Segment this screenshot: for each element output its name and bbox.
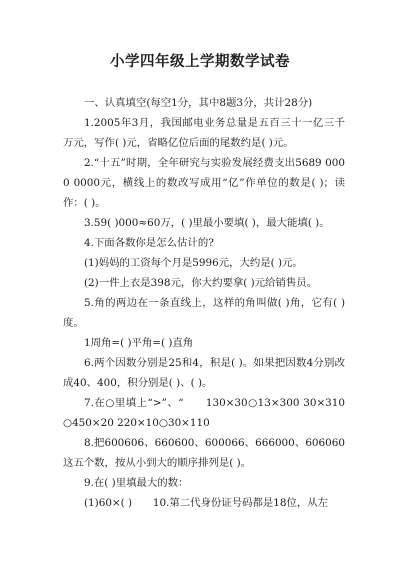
question-8: 8.把600606、660600、600066、666000、606060这五个数，按从小到大的顺序排列是( )。 [63, 437, 345, 469]
document-title: 小学四年级上学期数学试卷 [110, 53, 290, 70]
question-7: 7.在○里填上“>”、“ 130×30○13×300 30×310○450×20 220×10○30×110 [63, 397, 345, 429]
question-9-part-1: (1)60×( ) 10.第二代身份证号码都是18位，从左 [84, 497, 329, 509]
question-3: 3.59( )000≈60万，( )里最小要填( )，最大能填( )。 [84, 217, 330, 229]
section-heading: 一、认真填空(每空1分，其中8题3分，共计28分) [84, 97, 313, 109]
question-4-part-1: (1)妈妈的工资每个月是5996元，大约是( )元。 [84, 257, 303, 269]
question-2: 2.“十五”时期，全年研究与实验发展经费支出5689 0000 0000元，横线上的数改写成用“亿”作单位的数是( )；读作：( )。 [63, 157, 345, 209]
question-9: 9.在( )里填最大的数： [84, 477, 189, 489]
question-6: 6.两个因数分别是25和4，积是( )。如果把因数4分别改成40、400，积分别是( )、( )。 [63, 357, 345, 389]
question-5-conversion: 1周角=( )平角=( )直角 [84, 337, 194, 349]
question-4-part-2: (2)一件上衣是398元，你大约要拿( )元给销售员。 [84, 277, 317, 289]
question-1: 1.2005年3月，我国邮电业务总量是五百三十一亿三千万元，写作( )元，省略亿位后面的尾数约是( )元。 [63, 117, 345, 149]
question-4: 4.下面各数你是怎么估计的? [84, 237, 214, 249]
question-5: 5.角的两边在一条直线上，这样的角叫做( )角，它有( )度。 [63, 297, 345, 329]
document-body [63, 93, 345, 513]
